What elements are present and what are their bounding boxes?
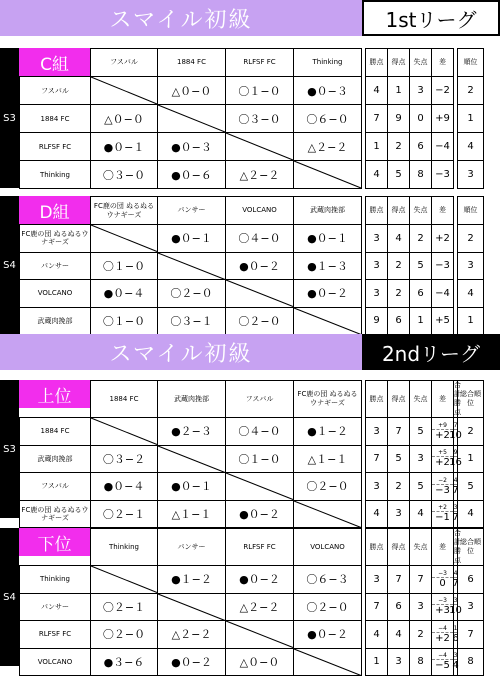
stat-ga: 3 [410, 593, 432, 621]
stat-pts: 1 [366, 648, 388, 676]
stat-ga: 8 [410, 648, 432, 676]
stat-pts: 9 [366, 307, 388, 335]
stat-pts: 4 [366, 500, 388, 528]
diff-value: −3 [435, 484, 450, 496]
stat-rank: 1 [458, 307, 484, 335]
stat-pts: 3 [366, 418, 388, 446]
self-match-cell [226, 473, 294, 501]
self-match-cell [294, 648, 362, 676]
stat-ga: 3 [410, 445, 432, 473]
opponent-header: RLFSF FC [226, 49, 294, 77]
stat-diff: +9 [432, 105, 454, 133]
total-wins-value: 7 [452, 577, 459, 589]
diagonal-line [91, 225, 157, 252]
first-league-diff: +5 [432, 449, 453, 457]
header-gf: 得点 [388, 197, 410, 225]
stat-diff [432, 621, 454, 649]
stat-gf: 2 [388, 252, 410, 280]
diff-value: 0 [439, 577, 446, 589]
match-result: ●０−２ [226, 566, 294, 594]
banner-league: 2ndリーグ [362, 334, 500, 370]
opponent-header: Thinking [91, 529, 158, 566]
stat-gf: 6 [388, 307, 410, 335]
first-league-diff: −4 [432, 625, 453, 633]
table-row [20, 105, 484, 133]
match-result: 〇２−０ [226, 307, 294, 335]
self-match-cell [294, 307, 362, 335]
first-league-wins: 3 [453, 652, 458, 660]
stat-gf: 3 [388, 648, 410, 676]
diagonal-line [91, 77, 157, 104]
match-result: ●０−２ [294, 280, 362, 308]
stat-ga: 7 [410, 566, 432, 594]
table-row [20, 473, 484, 501]
header-gf: 得点 [388, 529, 410, 566]
stat-gf: 9 [388, 105, 410, 133]
first-league-diff: +2 [432, 504, 453, 512]
stat-gf: 2 [388, 280, 410, 308]
match-result: △０−０ [226, 648, 294, 676]
table-row [20, 133, 484, 161]
banner-title: スマイル初級 [0, 334, 362, 370]
self-match-cell [294, 500, 362, 528]
diff-value: +2 [435, 457, 450, 469]
stat-gf: 5 [388, 445, 410, 473]
match-result: ●２−３ [158, 418, 226, 446]
match-result: ●０−６ [158, 161, 226, 189]
diff-value: −5 [435, 660, 450, 672]
table-row [20, 307, 484, 335]
stat-diff: −2 [432, 77, 454, 105]
self-match-cell [226, 621, 294, 649]
header-wins: 勝点 [366, 197, 388, 225]
diff-value: −1 [435, 512, 450, 524]
header-diff: 差 [432, 529, 454, 566]
stat-diff: +5 [432, 307, 454, 335]
team-name: Thinking [20, 161, 91, 189]
total-wins-value: 6 [452, 632, 459, 644]
stat-gf: 2 [388, 133, 410, 161]
group-label: 上位 [19, 380, 90, 408]
total-wins-value: 7 [452, 484, 459, 496]
table-row [20, 648, 484, 676]
team-name: フスバル [20, 473, 91, 501]
header-ga: 失点 [410, 197, 432, 225]
stat-ga: 4 [410, 500, 432, 528]
match-result: 〇３−２ [91, 445, 158, 473]
header-rank: 総合順位 [458, 529, 484, 566]
header-ga: 失点 [410, 49, 432, 77]
banner-first-league [0, 0, 500, 36]
diagonal-line [91, 566, 157, 593]
stat-pts: 3 [366, 225, 388, 253]
stat-pts: 7 [366, 445, 388, 473]
diff-value: +3 [435, 605, 450, 617]
first-league-diff: −4 [432, 652, 453, 660]
table-row [20, 621, 484, 649]
group-d-block [0, 196, 500, 334]
diagonal-line [294, 501, 361, 528]
team-name: パンサー [20, 252, 91, 280]
total-wins-value: 7 [452, 512, 459, 524]
header-gf: 得点 [388, 381, 410, 418]
first-league-wins: 7 [453, 421, 458, 429]
match-result: 〇２−１ [91, 593, 158, 621]
side-label: S3 [0, 380, 19, 518]
header-total_wins: 合計勝点 [454, 381, 461, 416]
stat-pts: 7 [366, 593, 388, 621]
diagonal-line [226, 133, 293, 160]
match-result: ●０−１ [158, 225, 226, 253]
stat-rank: 1 [458, 445, 484, 473]
stat-diff: −3 [432, 252, 454, 280]
self-match-cell [158, 105, 226, 133]
table-row [20, 225, 484, 253]
stat-ga: 6 [410, 133, 432, 161]
diagonal-line [158, 446, 225, 473]
side-label: S4 [0, 196, 19, 334]
stat-pts: 3 [366, 280, 388, 308]
match-result: 〇１−０ [91, 252, 158, 280]
total-wins-value: 10 [449, 429, 462, 441]
stat-rank: 8 [458, 648, 484, 676]
match-result: 〇３−０ [226, 105, 294, 133]
match-result: △２−２ [226, 593, 294, 621]
self-match-cell [91, 225, 158, 253]
first-league-wins: 4 [453, 476, 458, 484]
header-diff: 差 [432, 197, 454, 225]
diagonal-line [226, 280, 293, 307]
stat-ga: 1 [410, 307, 432, 335]
stat-pts: 3 [366, 566, 388, 594]
opponent-header: RLFSF FC [226, 529, 294, 566]
table-row [20, 161, 484, 189]
stat-rank: 2 [458, 418, 484, 446]
match-result: 〇２−０ [294, 593, 362, 621]
group-label: D組 [19, 196, 90, 224]
table-row [20, 252, 484, 280]
stat-rank: 2 [458, 225, 484, 253]
match-result: 〇３−１ [158, 307, 226, 335]
opponent-header: Thinking [294, 49, 362, 77]
diagonal-line [294, 649, 361, 676]
stat-rank: 3 [458, 252, 484, 280]
stat-rank: 3 [458, 161, 484, 189]
match-result: 〇６−０ [294, 105, 362, 133]
match-result: 〇４−０ [226, 225, 294, 253]
stat-diff: +2 [432, 225, 454, 253]
table-row [20, 593, 484, 621]
header-wins: 勝点 [366, 529, 388, 566]
stat-ga: 8 [410, 161, 432, 189]
team-name: VOLCANO [20, 280, 91, 308]
stat-pts: 3 [366, 252, 388, 280]
match-result: 〇１−０ [91, 307, 158, 335]
table-row [20, 280, 484, 308]
stat-ga: 3 [410, 77, 432, 105]
table-row [20, 500, 484, 528]
team-name: 武蔵肉挽部 [20, 307, 91, 335]
match-result: 〇２−１ [91, 500, 158, 528]
table-row [20, 445, 484, 473]
self-match-cell [226, 280, 294, 308]
stat-pts: 4 [366, 621, 388, 649]
stat-ga: 2 [410, 621, 432, 649]
first-league-diff: −3 [432, 570, 453, 578]
self-match-cell [294, 161, 362, 189]
first-league-wins: 3 [453, 504, 458, 512]
match-result: ●０−２ [226, 500, 294, 528]
side-label: S4 [0, 528, 19, 666]
match-result: 〇４−０ [226, 418, 294, 446]
team-name: RLFSF FC [20, 621, 91, 649]
team-name: RLFSF FC [20, 133, 91, 161]
self-match-cell [91, 77, 158, 105]
diagonal-line [226, 621, 293, 648]
match-result: △１−１ [158, 500, 226, 528]
diff-value: +2 [435, 429, 450, 441]
group-c-block [0, 48, 500, 188]
diagonal-line [91, 418, 157, 445]
header-rank: 総合順位 [458, 381, 484, 418]
first-league-diff: −3 [432, 597, 453, 605]
header-diff: 差 [432, 49, 454, 77]
stat-diff [432, 648, 454, 676]
self-match-cell [226, 133, 294, 161]
first-league-wins: 4 [453, 569, 458, 577]
match-result: 〇２−０ [294, 473, 362, 501]
banner-title: スマイル初級 [0, 0, 362, 36]
stat-rank: 7 [458, 621, 484, 649]
opponent-header: パンサー [158, 529, 226, 566]
opponent-header: 1884 FC [91, 381, 158, 418]
match-result: 〇１−０ [226, 77, 294, 105]
diagonal-line [226, 473, 293, 500]
stat-ga: 0 [410, 105, 432, 133]
stat-rank: 1 [458, 105, 484, 133]
header-ga: 失点 [410, 529, 432, 566]
header-wins: 勝点 [366, 49, 388, 77]
stat-pts: 7 [366, 105, 388, 133]
opponent-header: FC鹿の団 ぬるぬるウナギーズ [294, 381, 362, 418]
opponent-header: 武蔵肉挽部 [294, 197, 362, 225]
table-row [20, 566, 484, 594]
self-match-cell [158, 252, 226, 280]
self-match-cell [91, 418, 158, 446]
opponent-header: 武蔵肉挽部 [158, 381, 226, 418]
match-result: ●１−２ [158, 566, 226, 594]
match-result: △２−２ [226, 161, 294, 189]
stat-pts: 3 [366, 473, 388, 501]
diagonal-line [158, 105, 225, 132]
self-match-cell [91, 566, 158, 594]
opponent-header: 1884 FC [158, 49, 226, 77]
table-row [20, 418, 484, 446]
stat-gf: 7 [388, 418, 410, 446]
match-result: ●１−２ [294, 418, 362, 446]
stat-pts: 1 [366, 133, 388, 161]
stat-rank: 3 [458, 593, 484, 621]
diff-value: +2 [435, 632, 450, 644]
first-league-wins: 1 [453, 624, 458, 632]
stat-gf: 3 [388, 500, 410, 528]
header-diff: 差 [432, 381, 454, 418]
header-rank: 順位 [458, 49, 484, 77]
first-league-wins: 3 [453, 597, 458, 605]
team-name: フスバル [20, 77, 91, 105]
match-result: ●０−１ [158, 473, 226, 501]
match-result: 〇２−０ [91, 621, 158, 649]
match-result: △２−２ [158, 621, 226, 649]
stat-diff: −4 [432, 280, 454, 308]
stat-rank: 4 [458, 500, 484, 528]
table-row [20, 77, 484, 105]
diagonal-line [158, 594, 225, 621]
diagonal-line [158, 253, 225, 280]
match-result: ●０−３ [158, 133, 226, 161]
opponent-header: FC鹿の団 ぬるぬるウナギーズ [91, 197, 158, 225]
stat-diff: −3 [432, 161, 454, 189]
team-name: 武蔵肉挽部 [20, 445, 91, 473]
opponent-header: パンサー [158, 197, 226, 225]
group-label: C組 [19, 48, 90, 76]
header-wins: 勝点 [366, 381, 388, 418]
stat-gf: 7 [388, 566, 410, 594]
upper-block [0, 380, 500, 524]
match-result: ●０−１ [294, 225, 362, 253]
stat-diff [432, 566, 454, 594]
side-label: S3 [0, 48, 19, 188]
self-match-cell [158, 593, 226, 621]
first-league-diff: +9 [432, 422, 453, 430]
header-rank: 順位 [458, 197, 484, 225]
stat-gf: 6 [388, 593, 410, 621]
stat-ga: 5 [410, 418, 432, 446]
diagonal-line [294, 308, 361, 335]
header-ga: 失点 [410, 381, 432, 418]
match-result: ●０−２ [158, 648, 226, 676]
stat-diff [432, 473, 454, 501]
stat-gf: 2 [388, 473, 410, 501]
team-name: FC鹿の団 ぬるぬるウナギーズ [20, 225, 91, 253]
match-result: ●０−２ [294, 621, 362, 649]
match-result: ●１−３ [294, 252, 362, 280]
match-result: △１−１ [294, 445, 362, 473]
stat-rank: 4 [458, 133, 484, 161]
stat-ga: 2 [410, 225, 432, 253]
diagonal-line [294, 161, 361, 188]
stat-ga: 6 [410, 280, 432, 308]
total-wins-value: 4 [452, 660, 459, 672]
opponent-header: フスバル [226, 381, 294, 418]
group-label: 下位 [19, 528, 90, 556]
opponent-header: フスバル [91, 49, 158, 77]
total-wins-value: 16 [449, 457, 462, 469]
match-result: ●０−４ [91, 473, 158, 501]
lower-block [0, 528, 500, 672]
stat-pts: 4 [366, 161, 388, 189]
match-result: 〇６−３ [294, 566, 362, 594]
match-result: 〇１−０ [226, 445, 294, 473]
stat-gf: 1 [388, 77, 410, 105]
match-result: △０−０ [158, 77, 226, 105]
header-gf: 得点 [388, 49, 410, 77]
match-result: ●０−１ [91, 133, 158, 161]
stat-rank: 6 [458, 566, 484, 594]
match-result: ●０−３ [294, 77, 362, 105]
banner-second-league [0, 334, 500, 370]
team-name: 1884 FC [20, 105, 91, 133]
team-name: Thinking [20, 566, 91, 594]
header-total_wins: 合計勝点 [454, 529, 461, 564]
stat-gf: 4 [388, 621, 410, 649]
match-result: ●０−４ [91, 280, 158, 308]
match-result: ●３−６ [91, 648, 158, 676]
opponent-header: VOLCANO [226, 197, 294, 225]
stat-rank: 5 [458, 473, 484, 501]
first-league-diff: −2 [432, 477, 453, 485]
team-name: VOLCANO [20, 648, 91, 676]
stat-rank: 2 [458, 77, 484, 105]
stat-ga: 5 [410, 252, 432, 280]
total-wins-value: 10 [449, 605, 462, 617]
stat-gf: 4 [388, 225, 410, 253]
team-name: FC鹿の団 ぬるぬるウナギーズ [20, 500, 91, 528]
opponent-header: VOLCANO [294, 529, 362, 566]
first-league-wins: 9 [453, 449, 458, 457]
match-result: △０−０ [91, 105, 158, 133]
match-result: △２−２ [294, 133, 362, 161]
banner-league: 1stリーグ [362, 0, 500, 36]
match-result: 〇３−０ [91, 161, 158, 189]
match-result: ●０−２ [226, 252, 294, 280]
stat-ga: 5 [410, 473, 432, 501]
team-name: パンサー [20, 593, 91, 621]
stat-pts: 4 [366, 77, 388, 105]
stat-gf: 5 [388, 161, 410, 189]
stat-rank: 4 [458, 280, 484, 308]
match-result: 〇２−０ [158, 280, 226, 308]
stat-diff: −4 [432, 133, 454, 161]
self-match-cell [158, 445, 226, 473]
team-name: 1884 FC [20, 418, 91, 446]
stat-diff [432, 500, 454, 528]
